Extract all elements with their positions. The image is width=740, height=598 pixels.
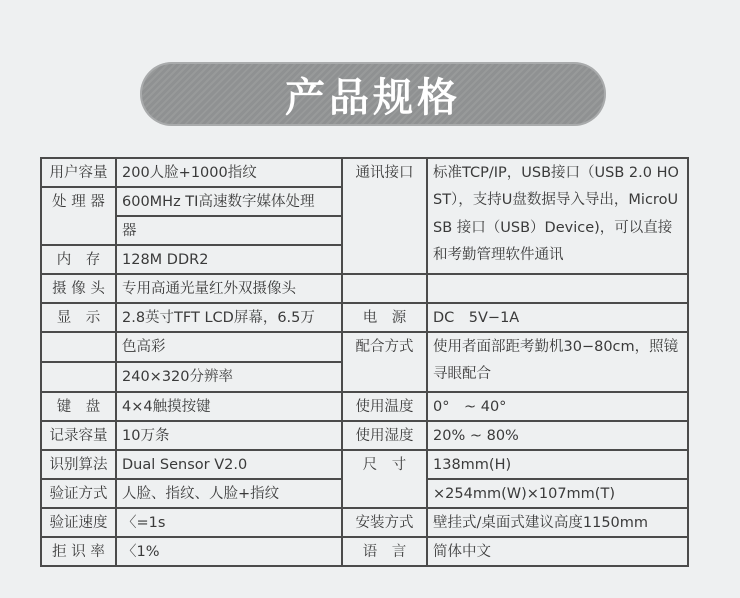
spec-value: DC 5V−1A [427,303,688,332]
spec-label: 使用温度 [342,392,427,421]
table-row [41,158,688,187]
page-title: 产品规格 [285,74,461,121]
table-row [41,274,688,303]
spec-value: Dual Sensor V2.0 [116,450,342,479]
spec-value: 600MHz TI高速数字媒体处理 [116,187,342,216]
spec-value-blank [427,274,688,303]
spec-value: 138mm(H) [427,450,688,479]
spec-value: 4×4触摸按键 [116,392,342,421]
spec-label: 使用湿度 [342,421,427,450]
spec-label: 识别算法 [41,450,116,479]
table-row [41,303,688,332]
spec-label: 通讯接口 [342,158,427,274]
spec-label: 验证方式 [41,479,116,508]
spec-value: 20% ~ 80% [427,421,688,450]
spec-value: 128M DDR2 [116,245,342,274]
spec-label: 显 示 [41,303,116,332]
spec-value: 标准TCP/IP，USB接口（USB 2.0 HOST），支持U盘数据导入导出，MicroUSB 接口（USB）Device)，可以直接和考勤管理软件通讯 [427,158,688,274]
spec-value: 0° ~ 40° [427,392,688,421]
spec-label: 拒 识 率 [41,537,116,566]
spec-label: 配合方式 [342,332,427,392]
spec-label: 安装方式 [342,508,427,537]
table-row [41,537,688,566]
spec-label: 摄 像 头 [41,274,116,303]
table-row [41,332,688,362]
spec-value: 人脸、指纹、人脸+指纹 [116,479,342,508]
spec-value: 壁挂式/桌面式建议高度1150mm [427,508,688,537]
spec-value: 240×320分辨率 [116,362,342,392]
spec-value: 〈1% [116,537,342,566]
title-banner [140,62,606,126]
spec-table [40,157,689,567]
spec-label: 键 盘 [41,392,116,421]
table-row [41,450,688,479]
spec-label-blank [41,332,116,362]
spec-label: 语 言 [342,537,427,566]
spec-label: 验证速度 [41,508,116,537]
spec-value: 〈=1s [116,508,342,537]
spec-label-blank [342,274,427,303]
spec-label: 电 源 [342,303,427,332]
table-row [41,421,688,450]
spec-value: 200人脸+1000指纹 [116,158,342,187]
spec-value: 10万条 [116,421,342,450]
spec-label: 尺 寸 [342,450,427,508]
spec-value: 2.8英寸TFT LCD屏幕，6.5万 [116,303,342,332]
spec-value: 简体中文 [427,537,688,566]
spec-value: 专用高通光量红外双摄像头 [116,274,342,303]
spec-value: 器 [116,216,342,245]
spec-label: 内 存 [41,245,116,274]
spec-label-blank [41,362,116,392]
spec-value: 色高彩 [116,332,342,362]
spec-value: ×254mm(W)×107mm(T) [427,479,688,508]
spec-label: 用户容量 [41,158,116,187]
spec-value: 使用者面部距考勤机30−80cm，照镜寻眼配合 [427,332,688,392]
spec-label: 记录容量 [41,421,116,450]
table-row [41,392,688,421]
table-row [41,508,688,537]
spec-label: 处 理 器 [41,187,116,245]
